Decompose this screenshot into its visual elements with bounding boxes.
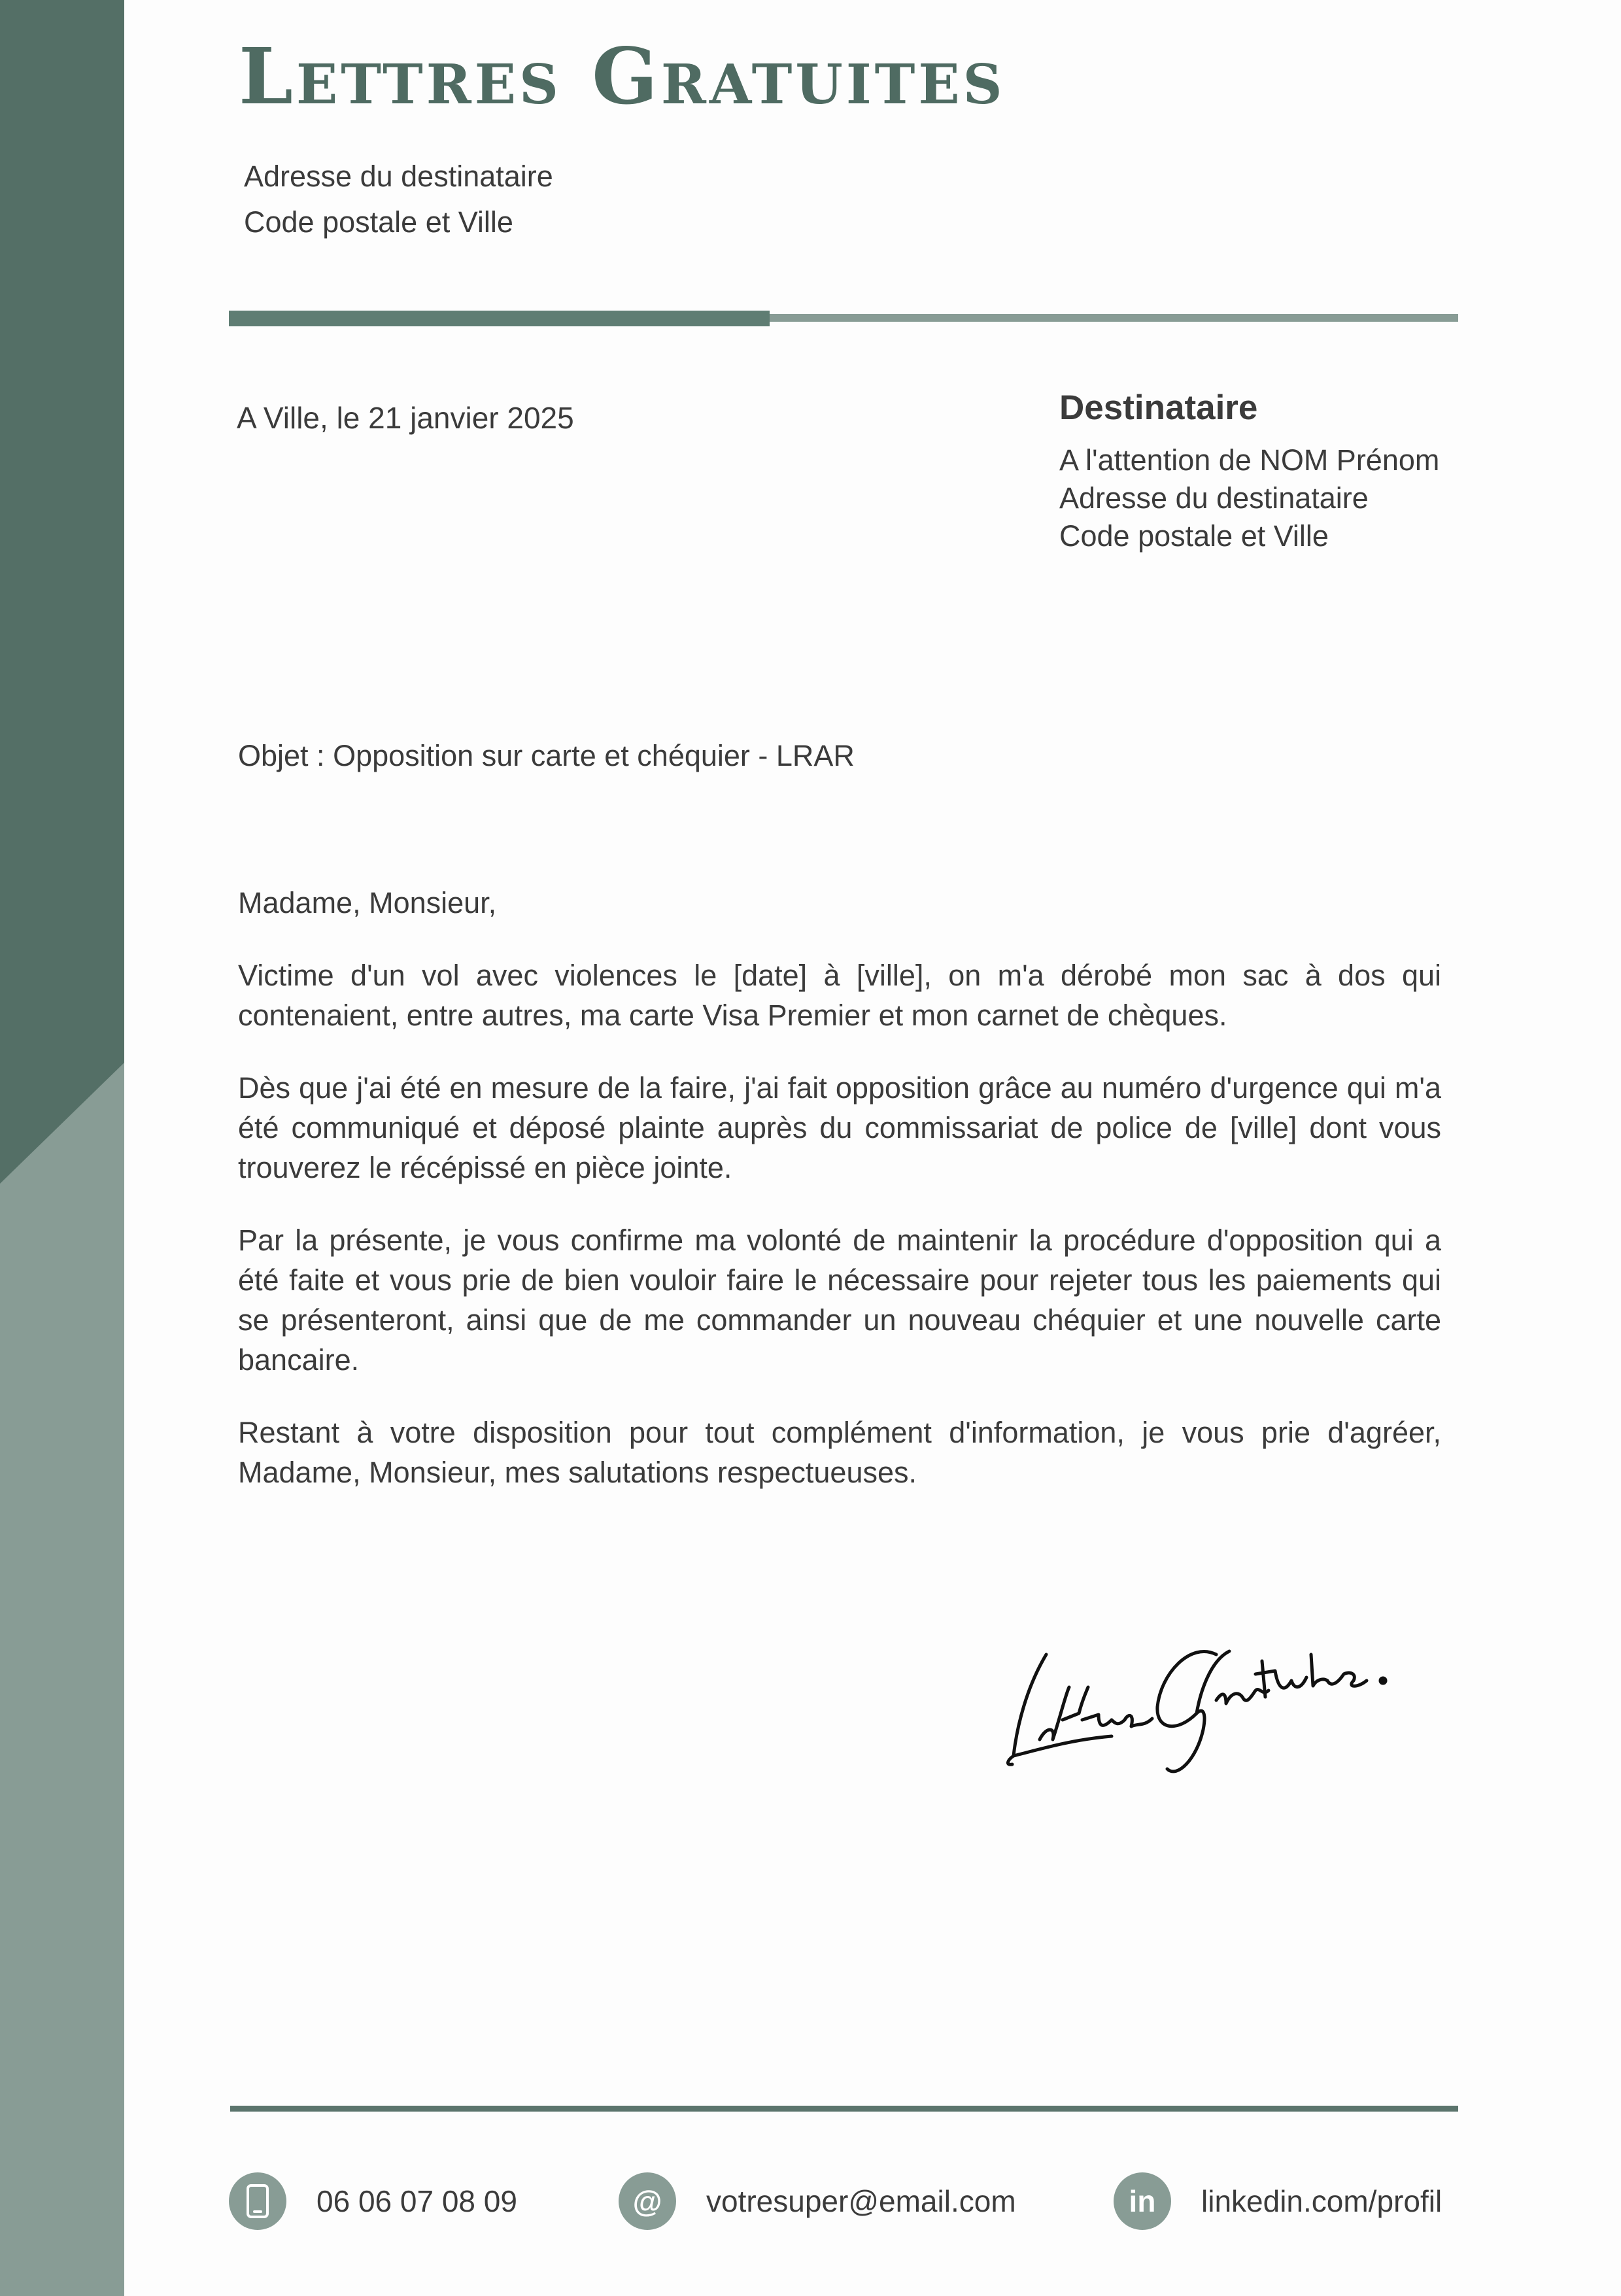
linkedin-url[interactable]: linkedin.com/profil <box>1201 2184 1442 2218</box>
body-paragraph: Restant à votre disposition pour tout complément d'information, je vous prie d'agréer, Madame, Monsieur, mes salutations respectueuses. <box>238 1416 1441 1489</box>
contact-phone <box>229 2172 517 2230</box>
header-divider-thin <box>770 314 1458 322</box>
footer-divider <box>230 2106 1458 2112</box>
recipient-address: Adresse du destinataire <box>1059 481 1369 515</box>
sidebar-dark-band <box>0 0 124 1184</box>
header-divider-thick <box>229 311 770 326</box>
contact-email <box>619 2172 1016 2230</box>
body-paragraph: Victime d'un vol avec violences le [date] à [ville], on m'a dérobé mon sac à dos qui contenaient, entre autres, ma carte Visa Premier et mon carnet de chèques. <box>238 959 1441 1032</box>
letter-date: A Ville, le 21 janvier 2025 <box>237 401 574 435</box>
phone-number: 06 06 07 08 09 <box>316 2184 517 2218</box>
phone-icon <box>229 2172 286 2230</box>
recipient-title: Destinataire <box>1059 388 1258 427</box>
email-address[interactable]: votresuper@email.com <box>706 2184 1016 2218</box>
sender-address: Adresse du destinataire <box>244 160 553 193</box>
sender-address-block <box>244 154 553 245</box>
letter-body <box>238 883 1441 1525</box>
recipient-attention: A l'attention de NOM Prénom <box>1059 443 1440 477</box>
contact-linkedin <box>1114 2172 1442 2230</box>
handwritten-signature <box>1000 1615 1393 1785</box>
brand-title: Lettres Gratuites <box>239 31 1006 122</box>
email-icon: @ <box>619 2172 676 2230</box>
sidebar-decoration <box>0 0 124 2296</box>
linkedin-icon: in <box>1114 2172 1171 2230</box>
sender-city: Code postale et Ville <box>244 205 513 239</box>
recipient-city: Code postale et Ville <box>1059 519 1329 553</box>
body-paragraph: Dès que j'ai été en mesure de la faire, j'ai fait opposition grâce au numéro d'urgence qui m'a été communiqué et déposé plainte auprès du commissariat de police de [ville] dont vous trouverez le récépissé en pièce jointe. <box>238 1071 1441 1184</box>
salutation: Madame, Monsieur, <box>238 886 497 919</box>
body-paragraph: Par la présente, je vous confirme ma volonté de maintenir la procédure d'opposition qui a été faite et vous prie de bien vouloir faire le nécessaire pour rejeter tous les paiements qui se présenteront, ainsi que de me commander un nouveau chéquier et une nouvelle carte bancaire. <box>238 1224 1441 1377</box>
letter-subject: Objet : Opposition sur carte et chéquier - LRAR <box>238 739 855 772</box>
recipient-block <box>1059 389 1439 555</box>
